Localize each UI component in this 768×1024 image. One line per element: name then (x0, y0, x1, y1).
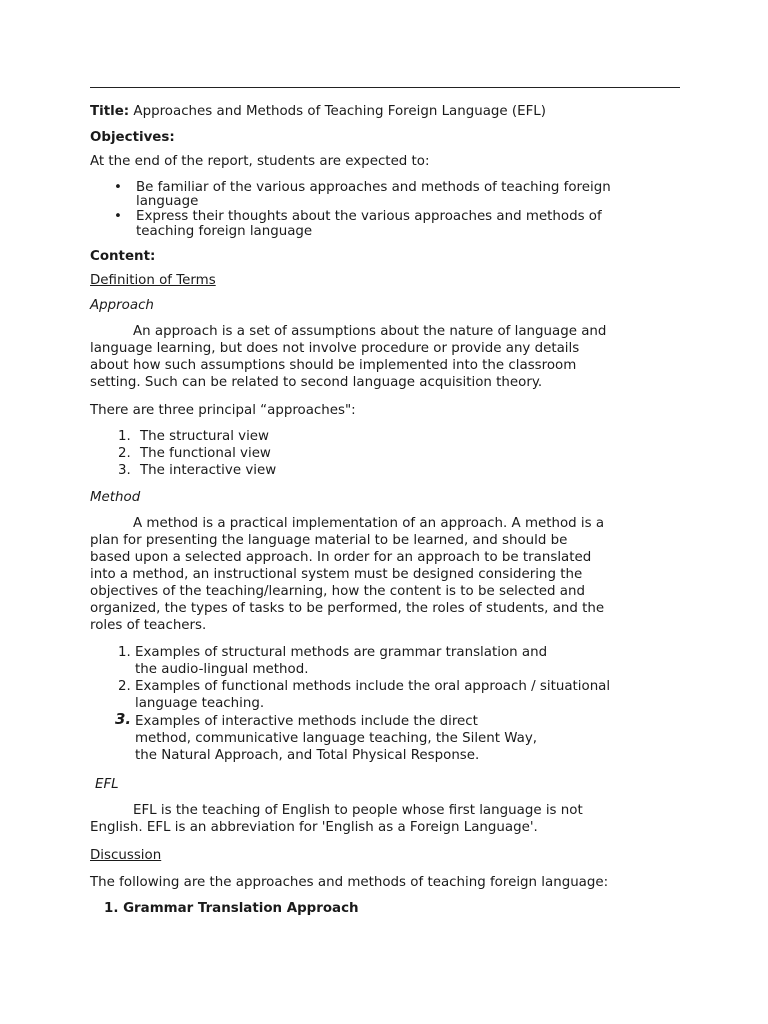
objective-line2: teaching foreign language (136, 224, 313, 239)
paragraph-line: setting. Such can be related to second language acquisition theory. (90, 375, 543, 390)
objective-line1: Be familiar of the various approaches and methods of teaching foreign (136, 180, 611, 195)
objectives-heading: Objectives: (90, 130, 175, 145)
content-heading: Content: (90, 249, 156, 264)
paragraph-line: plan for presenting the language material to be learned, and should be (90, 533, 568, 548)
paragraph-line: language learning, but does not involve procedure or provide any details (90, 341, 580, 356)
paragraph-line: into a method, an instructional system must be designed considering the (90, 567, 583, 582)
title-label: Title: (90, 104, 130, 119)
bullet-icon: • (114, 209, 122, 224)
discussion-intro: The following are the approaches and methods of teaching foreign language: (90, 875, 609, 890)
paragraph-line: based upon a selected approach. In order for an approach to be translated (90, 550, 592, 565)
paragraph-line: organized, the types of tasks to be performed, the roles of students, and the (90, 601, 605, 616)
paragraph-line: roles of teachers. (90, 618, 207, 633)
efl-heading: EFL (95, 777, 119, 792)
view-label: The interactive view (140, 463, 277, 478)
bullet-icon: • (114, 180, 122, 195)
paragraph-line: An approach is a set of assumptions about the nature of language and (133, 324, 607, 339)
title-line (90, 103, 546, 120)
objectives-intro: At the end of the report, students are expected to: (90, 154, 430, 169)
method-heading: Method (90, 490, 141, 505)
paragraph-line: English. EFL is an abbreviation for 'English as a Foreign Language'. (90, 820, 538, 835)
objective-line2: language (136, 194, 199, 209)
approach-heading: Approach (90, 298, 154, 313)
view-label: The structural view (140, 429, 270, 444)
top-rule (90, 87, 680, 88)
principal-intro: There are three principal “approaches": (90, 403, 356, 418)
paragraph-line: EFL is the teaching of English to people whose first language is not (133, 803, 583, 818)
paragraph-line: objectives of the teaching/learning, how the content is to be selected and (90, 584, 585, 599)
view-label: The functional view (140, 446, 271, 461)
objective-line1: Express their thoughts about the various approaches and methods of (136, 209, 602, 224)
title-text: Approaches and Methods of Teaching Foreign Language (EFL) (133, 104, 546, 119)
discussion-heading: Discussion (90, 848, 162, 863)
discussion-first-item: 1. Grammar Translation Approach (104, 901, 359, 916)
definition-heading: Definition of Terms (90, 273, 216, 288)
paragraph-line: about how such assumptions should be implemented into the classroom (90, 358, 577, 373)
paragraph-line: A method is a practical implementation of an approach. A method is a (133, 516, 605, 531)
